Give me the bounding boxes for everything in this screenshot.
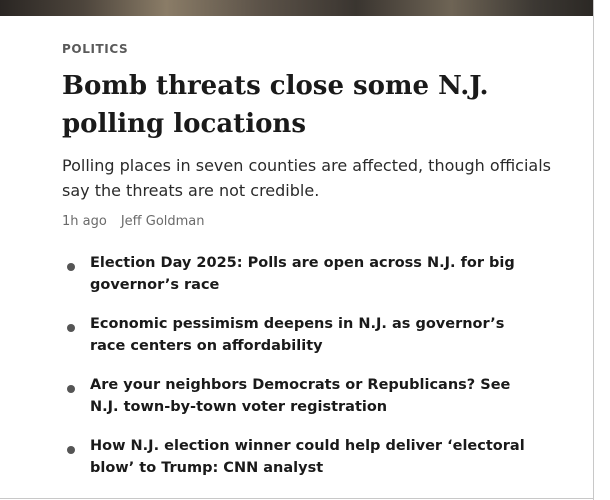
timestamp: 1h ago <box>62 214 107 229</box>
card-border-right <box>593 0 594 500</box>
related-story-item <box>62 374 542 418</box>
related-story-item <box>62 313 542 357</box>
article-meta <box>62 214 205 229</box>
card-border-bottom <box>0 498 594 499</box>
bullet-icon <box>67 324 75 332</box>
headline-link[interactable]: Bomb threats close some N.J. polling locations <box>62 71 489 139</box>
author-link[interactable]: Jeff Goldman <box>120 214 205 229</box>
related-story-item <box>62 435 542 479</box>
related-story-link[interactable]: Economic pessimism deepens in N.J. as governor’s race centers on affordability <box>90 316 505 354</box>
related-story-link[interactable]: How N.J. election winner could help deliver ‘electoral blow’ to Trump: CNN analyst <box>90 438 525 476</box>
related-story-link[interactable]: Are your neighbors Democrats or Republicans? See N.J. town-by-town voter registration <box>90 377 511 415</box>
hero-image[interactable] <box>0 0 594 16</box>
article-dek: Polling places in seven counties are affected, though officials say the threats are not credible. <box>62 156 551 200</box>
bullet-icon <box>67 263 75 271</box>
related-story-link[interactable]: Election Day 2025: Polls are open across N.J. for big governor’s race <box>90 255 515 293</box>
category-label[interactable]: POLITICS <box>62 42 129 56</box>
related-story-item <box>62 252 542 296</box>
bullet-icon <box>67 385 75 393</box>
related-stories-list <box>62 252 542 496</box>
bullet-icon <box>67 446 75 454</box>
